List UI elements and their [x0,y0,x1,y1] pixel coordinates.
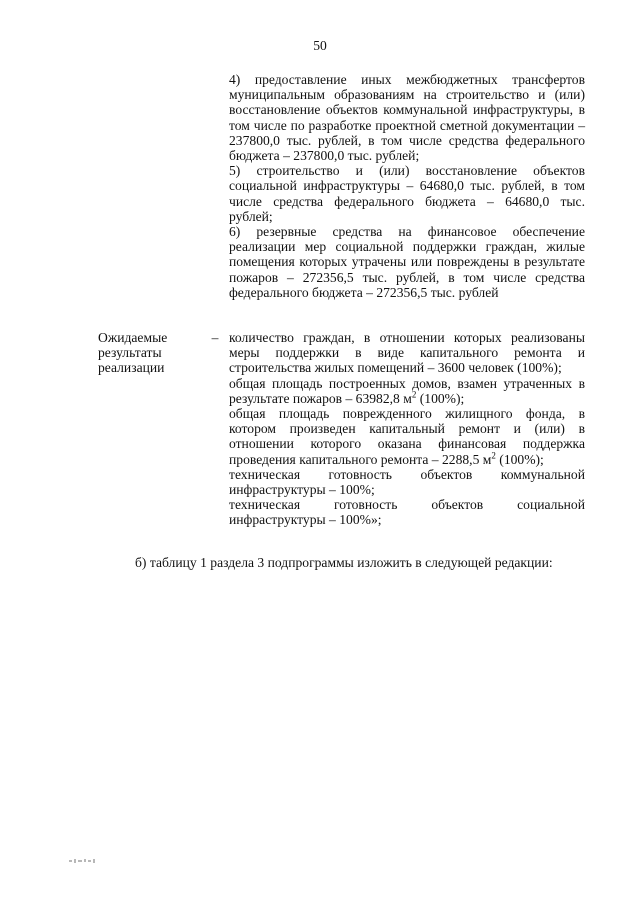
results-list [229,330,585,528]
result-item-1: количество граждан, в отношении которых реализованы меры поддержки в виде капитального ремонта и строительства жилых помещений – 3600 человек (100%); [229,330,585,376]
result-item-2-tail: (100%); [416,390,465,406]
result-item-2-sup: 2 [411,389,417,400]
result-item-2 [229,376,585,406]
result-item-5: техническая готовность объектов социальной инфраструктуры – 100%»; [229,497,585,528]
scan-artifact [69,857,99,865]
result-item-4: техническая готовность объектов коммунальной инфраструктуры – 100%; [229,466,585,498]
funding-item-6: 6) резервные средства на финансовое обеспечение реализации мер социальной поддержки граждан, жилые помещения которых утрачены или повреждены в результате пожаров – 272356,5 тыс. рублей, в том числе средства федерального бюджета – 272356,5 тыс. рублей [229,224,585,300]
page-number: 50 [313,38,327,53]
results-dash: – [211,330,219,345]
amendment-instruction: б) таблицу 1 раздела 3 подпрограммы изложить в следующей редакции: [135,555,553,570]
funding-item-4: 4) предоставление иных межбюджетных трансфертов муниципальным образованиям на строительство и (или) восстановление объектов коммунальной инфраструктуры, в том числе по разработке проектной сметной документации – 237800,0 тыс. рублей, в том числе средства федерального бюджета – 237800,0 тыс. рублей; [229,72,585,164]
result-item-3-sup: 2 [491,450,496,461]
result-item-3 [229,406,585,467]
funding-item-5: 5) строительство и (или) восстановление объектов социальной инфраструктуры – 64680,0 тыс. рублей, в том числе средства федерального бюджета – 64680,0 тыс. рублей; [229,163,585,224]
funding-list [229,72,585,300]
results-label: Ожидаемые результаты реализации [98,330,168,376]
result-item-3-text: общая площадь поврежденного жилищного фонда, в котором произведен капитальный ремонт и (или) в отношении которого оказана финансовая поддержка проведения капитального ремонта – 2288,5 м [229,406,585,467]
result-item-3-tail: (100%); [495,451,544,467]
result-item-2-text: общая площадь построенных домов, взамен утраченных в результате пожаров – 63982,8 м [229,375,585,406]
